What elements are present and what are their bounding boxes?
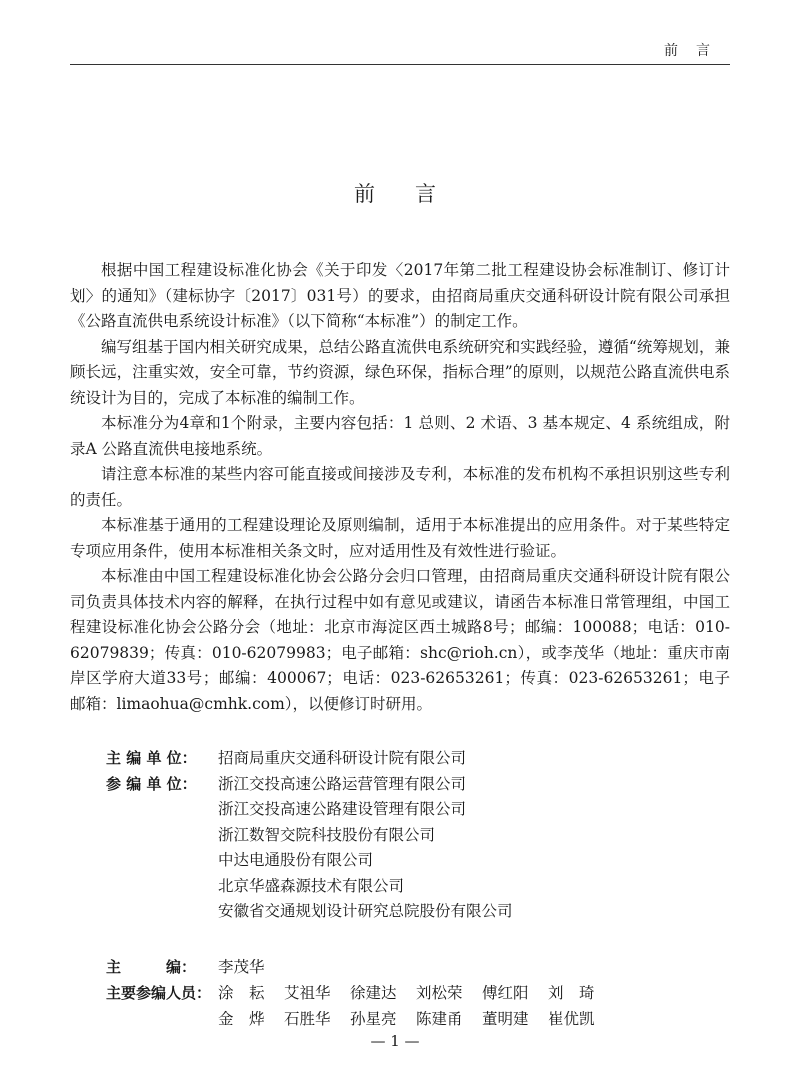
participating-unit: 浙江数智交院科技股份有限公司 xyxy=(218,825,436,844)
paragraph: 本标准分为4章和1个附录，主要内容包括：1 总则、2 术语、3 基本规定、4 系统组成，附录A 公路直流供电接地系统。 xyxy=(70,414,730,458)
chief-unit-row xyxy=(106,746,513,772)
participants-line-2 xyxy=(218,1006,614,1032)
participating-label: 参 编 单 位： xyxy=(106,774,197,793)
participant-name: 艾祖华 xyxy=(284,984,331,1002)
participating-unit: 北京华盛森源技术有限公司 xyxy=(218,876,405,895)
participating-unit: 浙江交投高速公路建设管理有限公司 xyxy=(218,800,467,818)
participant-name: 孙星亮 xyxy=(350,1010,397,1028)
participant-name: 石胜华 xyxy=(284,1010,331,1028)
participating-units-row xyxy=(106,772,513,925)
chief-editor-label: 主 编： xyxy=(106,958,197,976)
participant-name: 徐建达 xyxy=(350,984,397,1002)
chief-editor: 李茂华 xyxy=(218,958,265,976)
participant-name: 陈建甬 xyxy=(416,1010,463,1028)
paragraph: 编写组基于国内相关研究成果，总结公路直流供电系统研究和实践经验，遵循“统筹规划，兼顾长远，注重实效，安全可靠，节约资源，绿色环保，指标合理”的原则，以规范公路直流供电系统设计为目的，完成了本标准的编制工作。 xyxy=(70,337,730,407)
paragraph: 本标准基于通用的工程建设理论及原则编制，适用于本标准提出的应用条件。对于某些特定专项应用条件，使用本标准相关条文时，应对适用性及有效性进行验证。 xyxy=(70,516,730,560)
running-header xyxy=(70,38,730,65)
credits-section xyxy=(106,746,513,925)
participants-line-1 xyxy=(218,980,614,1006)
paragraph: 本标准由中国工程建设标准化协会公路分会归口管理，由招商局重庆交通科研设计院有限公司负责具体技术内容的解释，在执行过程中如有意见或建议，请函告本标准日常管理组，中国工程建设标准化协会公路分会（地址：北京市海淀区西土城路8号；邮编：100088；电话：010-62079839；传真：010-62079983；电子邮箱：shc@rioh.cn），或李茂华（地址：重庆市南岸区学府大道33号；邮编：400067；电话：023-62653261；传真：023-62653261；电子邮箱：limaohua@cmhk.com），以便修订时研用。 xyxy=(70,567,730,713)
page-number: — 1 — xyxy=(370,1032,420,1050)
preface-body xyxy=(70,258,730,717)
participant-name: 刘松荣 xyxy=(416,984,463,1002)
participant-name: 金 烨 xyxy=(218,1010,265,1028)
participants-row xyxy=(106,980,614,1032)
chief-unit-label: 主 编 单 位： xyxy=(106,749,197,767)
participant-name: 刘 琦 xyxy=(548,984,595,1002)
participant-name: 涂 耘 xyxy=(218,984,265,1002)
paragraph: 根据中国工程建设标准化协会《关于印发〈2017年第二批工程建设协会标准制订、修订计划〉的通知》（建标协字〔2017〕031号）的要求，由招商局重庆交通科研设计院有限公司承担《公路直流供电系统设计标准》（以下简称“本标准”）的制定工作。 xyxy=(70,261,730,330)
participating-unit: 中达电通股份有限公司 xyxy=(218,851,374,869)
participant-name: 董明建 xyxy=(482,1010,529,1028)
running-title: 前言 xyxy=(664,43,728,59)
participant-name: 傅红阳 xyxy=(482,984,529,1002)
chief-unit: 招商局重庆交通科研设计院有限公司 xyxy=(218,749,467,767)
chief-editor-row xyxy=(106,954,614,980)
editors-section xyxy=(106,954,614,1032)
participants-label: 主要参编人员： xyxy=(106,984,212,1002)
participating-unit: 安徽省交通规划设计研究总院股份有限公司 xyxy=(218,902,513,920)
participating-unit: 浙江交投高速公路运营管理有限公司 xyxy=(218,774,467,793)
participant-name: 崔优凯 xyxy=(548,1010,595,1028)
page-title: 前言 xyxy=(354,182,476,206)
paragraph: 请注意本标准的某些内容可能直接或间接涉及专利，本标准的发布机构不承担识别这些专利的责任。 xyxy=(70,465,730,509)
